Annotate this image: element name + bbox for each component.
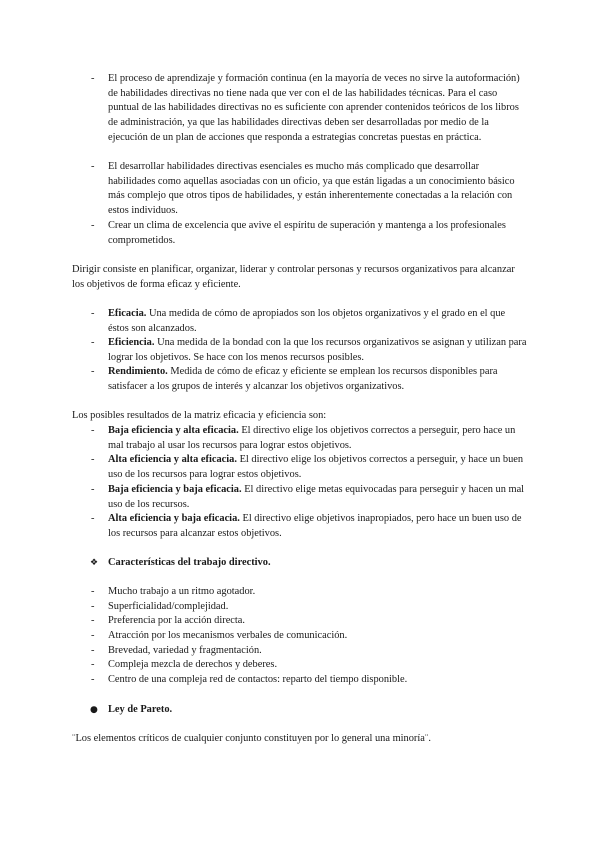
list-item: Mucho trabajo a un ritmo agotador. [108,586,256,597]
list-item [108,453,528,482]
list-dash: - [91,366,95,377]
definition: El directivo elige objetivos inapropiados, pero hace un buen uso de los recursos para alcanzar estos objetivos. [108,513,522,539]
list-dash: - [91,513,95,524]
diamond-bullet-icon: ❖ [90,558,99,568]
matriz-intro: Los posibles resultados de la matriz eficacia y eficiencia son: [72,410,327,421]
list-dash: - [91,674,95,685]
list-dash: - [91,425,95,436]
definition: Medida de cómo de eficaz y eficiente se emplean los recursos disponibles para satisfacer a los grupos de interés y alcanzar los objetivos organizativos. [108,366,498,392]
list-item: El proceso de aprendizaje y formación continua (en la mayoría de veces no sirve la autoformación) de habilidades directivas no tiene nada que ver con el de las habilidades técnicas. Para el caso puntual de las habilidades directivas no es suficiente con aprender contenidos teóricos de los libros de administración, ya que las habilidades directivas deben ser desarrolladas por medio de la ejecución de un plan de acciones que responda a estrategias concretas puestas en práctica. [108,73,520,143]
list-dash: - [91,586,95,597]
definition: El directivo elige metas equivocadas para perseguir y hacen un mal uso de los recursos. [108,484,525,510]
list-item: Atracción por los mecanismos verbales de comunicación. [108,630,348,641]
list-item [108,307,528,336]
pareto-quote: ¨Los elementos críticos de cualquier conjunto constituyen por lo general una minoría¨. [72,733,431,744]
term: Baja eficiencia y alta eficacia. [108,425,239,436]
list-item [108,365,528,394]
list-item: Crear un clima de excelencia que avive el espíritu de superación y mantenga a los profesionales comprometidos. [108,220,506,246]
list-item [108,424,528,453]
term: Eficiencia. [108,337,155,348]
term: Alta eficiencia y alta eficacia. [108,454,237,465]
list-item: Compleja mezcla de derechos y deberes. [108,659,278,670]
list-dash: - [91,630,95,641]
term: Baja eficiencia y baja eficacia. [108,484,242,495]
definition: El directivo elige los objetivos correctos a perseguir, y hace un buen uso de los recursos para lograr estos objetivos. [108,454,524,480]
dirigir-paragraph: Dirigir consiste en planificar, organizar, liderar y controlar personas y recursos organizativos para alcanzar los objetivos de forma eficaz y eficiente. [72,264,515,290]
list-item: Preferencia por la acción directa. [108,615,246,626]
list-dash: - [91,73,95,84]
list-item: Brevedad, variedad y fragmentación. [108,645,262,656]
list-dash: - [91,308,95,319]
circle-bullet-icon: ● [90,705,98,715]
list-item [108,336,528,365]
list-dash: - [91,615,95,626]
term: Alta eficiencia y baja eficacia. [108,513,240,524]
list-dash: - [91,220,95,231]
list-item [108,512,528,541]
list-dash: - [91,454,95,465]
definition: El directivo elige los objetivos correctos a perseguir, pero hace un mal trabajo al usar los recursos para lograr estos objetivos. [108,425,516,451]
list-item: Centro de una compleja red de contactos: reparto del tiempo disponible. [108,674,408,685]
term: Rendimiento. [108,366,168,377]
definition: Una medida de cómo de apropiados son los objetos organizativos y el grado en el que éstos son alcanzados. [108,308,506,334]
term: Eficacia. [108,308,147,319]
list-dash: - [91,484,95,495]
list-dash: - [91,659,95,670]
section-heading-pareto: Ley de Pareto. [108,704,173,715]
list-dash: - [91,337,95,348]
list-dash: - [91,645,95,656]
list-item: El desarrollar habilidades directivas esenciales es mucho más complicado que desarrollar habilidades como aquellas asociadas con un oficio, ya que están ligadas a un conocimiento básico más complejo que otros tipos de habilidades, y están inherentemente conectadas a la relación con estos individuos. [108,161,515,217]
list-dash: - [91,161,95,172]
definition: Una medida de la bondad con la que los recursos organizativos se asignan y utilizan para lograr los objetivos. Se hace con los menos recursos posibles. [108,337,527,363]
section-heading-caracteristicas: Características del trabajo directivo. [108,557,271,568]
list-dash: - [91,601,95,612]
list-item: Superficialidad/complejidad. [108,601,229,612]
list-item [108,483,528,512]
